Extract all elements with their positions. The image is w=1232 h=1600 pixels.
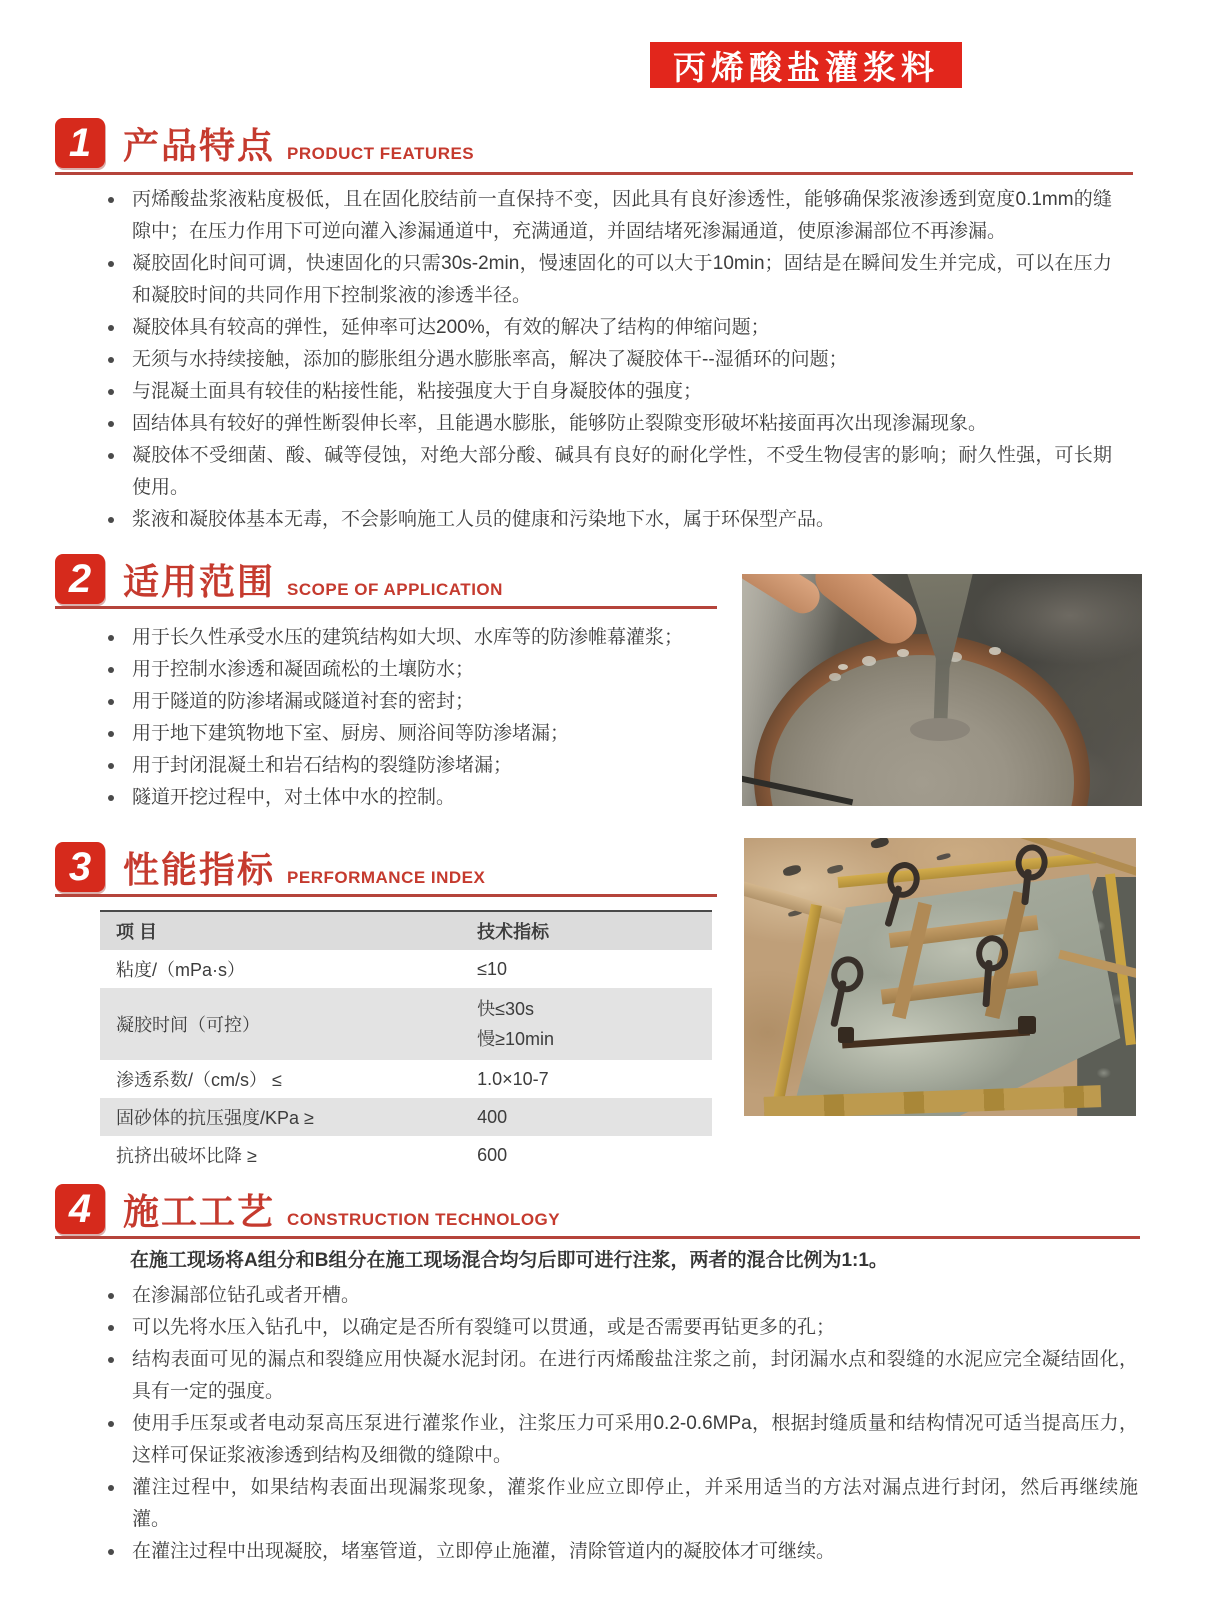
list-item	[98, 1280, 1138, 1312]
bullet-dot-icon	[108, 1549, 114, 1555]
bullet-dot-icon	[108, 421, 114, 427]
list-item-text: 隧道开挖过程中，对土体中水的控制。	[132, 787, 456, 808]
section-subtitle: PERFORMANCE INDEX	[287, 868, 486, 887]
bullet-dot-icon	[108, 795, 114, 801]
list-item	[98, 312, 1112, 344]
formwork-photo	[744, 838, 1136, 1116]
table-cell-item: 渗透系数/（cm/s） ≤	[116, 1070, 282, 1090]
grout-pool	[910, 718, 970, 741]
list-item-text: 与混凝土面具有较佳的粘接性能，粘接强度大于自身凝胶体的强度；	[132, 381, 703, 402]
list-item-text: 在渗漏部位钻孔或者开槽。	[132, 1285, 361, 1306]
section-construction-header	[55, 1184, 560, 1234]
list-item-text: 结构表面可见的漏点和裂缝应用快凝水泥封闭。在进行丙烯酸盐注浆之前，封闭漏水点和裂缝的水泥应完全凝结固化，具有一定的强度。	[132, 1349, 1138, 1402]
table-cell-item: 固砂体的抗压强度/KPa ≥	[116, 1108, 314, 1128]
list-item	[98, 440, 1112, 504]
list-item-text: 丙烯酸盐浆液粘度极低，且在固化胶结前一直保持不变，因此具有良好渗透性，能够确保浆液渗透到宽度0.1mm的缝隙中；在压力作用下可逆向灌入渗漏通道中，充满通道，并固结堵死渗漏通道，使原渗漏部位不再渗漏。	[132, 189, 1112, 242]
section-number-badge	[55, 118, 105, 168]
section-number: 3	[68, 844, 92, 889]
wood-board	[744, 877, 849, 925]
bullet-dot-icon	[108, 1357, 114, 1363]
list-item	[98, 1312, 1138, 1344]
list-item-text: 在灌注过程中出现凝胶，堵塞管道，立即停止施灌，清除管道内的凝胶体才可继续。	[132, 1541, 836, 1562]
section-title: 施工工艺	[123, 1191, 276, 1232]
list-item	[98, 782, 730, 814]
table-cell-item: 凝胶时间（可控）	[116, 1015, 260, 1035]
list-item	[98, 1344, 1138, 1408]
list-item	[98, 1472, 1138, 1536]
table-row	[100, 1098, 712, 1136]
table-cell-item: 粘度/（mPa·s）	[116, 960, 246, 980]
list-item-text: 浆液和凝胶体基本无毒，不会影响施工人员的健康和污染地下水，属于环保型产品。	[132, 509, 836, 530]
table-cell-value: 1.0×10-7	[477, 1068, 549, 1089]
list-item-text: 可以先将水压入钻孔中，以确定是否所有裂缝可以贯通，或是否需要再钻更多的孔；	[132, 1317, 836, 1338]
bullet-dot-icon	[108, 325, 114, 331]
table-row	[100, 950, 712, 988]
list-item-text: 用于长久性承受水压的建筑结构如大坝、水库等的防渗帷幕灌浆；	[132, 627, 684, 648]
table-cell-value: ≤10	[477, 958, 507, 979]
product-title-banner	[650, 42, 962, 88]
list-item-text: 使用手压泵或者电动泵高压泵进行灌浆作业，注浆压力可采用0.2-0.6MPa，根据封缝质量和结构情况可适当提高压力，这样可保证浆液渗透到结构及细微的缝隙中。	[132, 1413, 1138, 1466]
list-item	[98, 344, 1112, 376]
list-item	[98, 750, 730, 782]
table-header-value: 技术指标	[477, 922, 550, 942]
list-item-text: 用于隧道的防渗堵漏或隧道衬套的密封；	[132, 691, 475, 712]
table-cell-value: 600	[477, 1144, 508, 1165]
section-subtitle: CONSTRUCTION TECHNOLOGY	[287, 1210, 561, 1229]
section-divider	[55, 606, 717, 609]
bullet-dot-icon	[108, 357, 114, 363]
section-title: 产品特点	[123, 125, 276, 166]
grout-mixing-photo	[742, 574, 1142, 806]
table-cell-value-line: 快≤30s	[477, 999, 534, 1019]
section-title: 适用范围	[123, 561, 276, 602]
performance-table	[100, 910, 712, 1174]
construction-list	[98, 1280, 1138, 1568]
table-row	[100, 1060, 712, 1098]
section-subtitle: SCOPE OF APPLICATION	[287, 580, 503, 599]
table-cell-value	[461, 988, 712, 1060]
list-item	[98, 686, 730, 718]
bullet-dot-icon	[108, 1421, 114, 1427]
product-title: 丙烯酸盐灌浆料	[673, 48, 939, 86]
section-divider	[55, 894, 717, 897]
section-scope-header	[55, 554, 503, 604]
section-subtitle: PRODUCT FEATURES	[287, 144, 475, 163]
table-row	[100, 1136, 712, 1174]
bullet-dot-icon	[108, 1485, 114, 1491]
section-features-header	[55, 118, 474, 168]
bullet-dot-icon	[108, 197, 114, 203]
list-item	[98, 718, 730, 750]
bullet-dot-icon	[108, 261, 114, 267]
section-performance-header	[55, 842, 485, 892]
list-item-text: 凝胶体具有较高的弹性，延伸率可达200%，有效的解决了结构的伸缩问题；	[132, 317, 770, 338]
table-cell-item: 抗挤出破坏比降 ≥	[116, 1146, 257, 1166]
bullet-dot-icon	[108, 667, 114, 673]
list-item-text: 凝胶体不受细菌、酸、碱等侵蚀，对绝大部分酸、碱具有良好的耐化学性，不受生物侵害的影响；耐久性强，可长期使用。	[132, 445, 1112, 498]
bullet-dot-icon	[108, 731, 114, 737]
bullet-dot-icon	[108, 763, 114, 769]
bullet-dot-icon	[108, 1293, 114, 1299]
section-number: 1	[68, 120, 92, 165]
list-item	[98, 1408, 1138, 1472]
table-header-row	[100, 911, 712, 950]
rod-clamp	[1018, 1016, 1036, 1034]
table-cell-value: 400	[477, 1106, 508, 1127]
bullet-dot-icon	[108, 699, 114, 705]
scope-list	[98, 622, 730, 814]
list-item-text: 用于封闭混凝土和岩石结构的裂缝防渗堵漏；	[132, 755, 513, 776]
anchor-loop	[1014, 842, 1050, 881]
construction-intro: 在施工现场将A组分和B组分在施工现场混合均匀后即可进行注浆，两者的混合比例为1:1。	[130, 1250, 888, 1271]
list-item-text: 灌注过程中，如果结构表面出现漏浆现象，灌浆作业应立即停止，并采用适当的方法对漏点进行封闭，然后再继续施灌。	[132, 1477, 1138, 1530]
table-cell-value-line: 慢≥10min	[477, 1029, 554, 1049]
section-divider	[55, 1236, 1140, 1239]
bullet-dot-icon	[108, 389, 114, 395]
bullet-dot-icon	[108, 635, 114, 641]
ground-debris	[782, 864, 802, 877]
rod-clamp	[838, 1027, 854, 1043]
list-item-text: 用于控制水渗透和凝固疏松的土壤防水；	[132, 659, 475, 680]
list-item	[98, 622, 730, 654]
section-number-badge	[55, 842, 105, 892]
section-title: 性能指标	[123, 849, 276, 890]
list-item	[98, 504, 1112, 536]
bullet-dot-icon	[108, 1325, 114, 1331]
section-number: 4	[68, 1186, 92, 1231]
section-number-badge	[55, 554, 105, 604]
list-item	[98, 376, 1112, 408]
list-item	[98, 248, 1112, 312]
anchor-loop	[883, 858, 924, 901]
list-item-text: 凝胶固化时间可调，快速固化的只需30s-2min，慢速固化的可以大于10min；固结是在瞬间发生并完成，可以在压力和凝胶时间的共同作用下控制浆液的渗透半径。	[132, 253, 1112, 306]
list-item	[98, 184, 1112, 248]
list-item-text: 无须与水持续接触，添加的膨胀组分遇水膨胀率高，解决了凝胶体干--湿循环的问题；	[132, 349, 848, 370]
table-header-item: 项 目	[116, 922, 158, 942]
section-number-badge	[55, 1184, 105, 1234]
list-item	[98, 654, 730, 686]
list-item	[98, 1536, 1138, 1568]
bullet-dot-icon	[108, 453, 114, 459]
section-divider	[55, 172, 1133, 175]
list-item-text: 固结体具有较好的弹性断裂伸长率，且能遇水膨胀，能够防止裂隙变形破坏粘接面再次出现渗漏现象。	[132, 413, 988, 434]
list-item	[98, 408, 1112, 440]
table-row	[100, 988, 712, 1060]
section-number: 2	[68, 556, 92, 601]
features-list	[98, 184, 1112, 536]
list-item-text: 用于地下建筑物地下室、厨房、厕浴间等防渗堵漏；	[132, 723, 570, 744]
bullet-dot-icon	[108, 517, 114, 523]
